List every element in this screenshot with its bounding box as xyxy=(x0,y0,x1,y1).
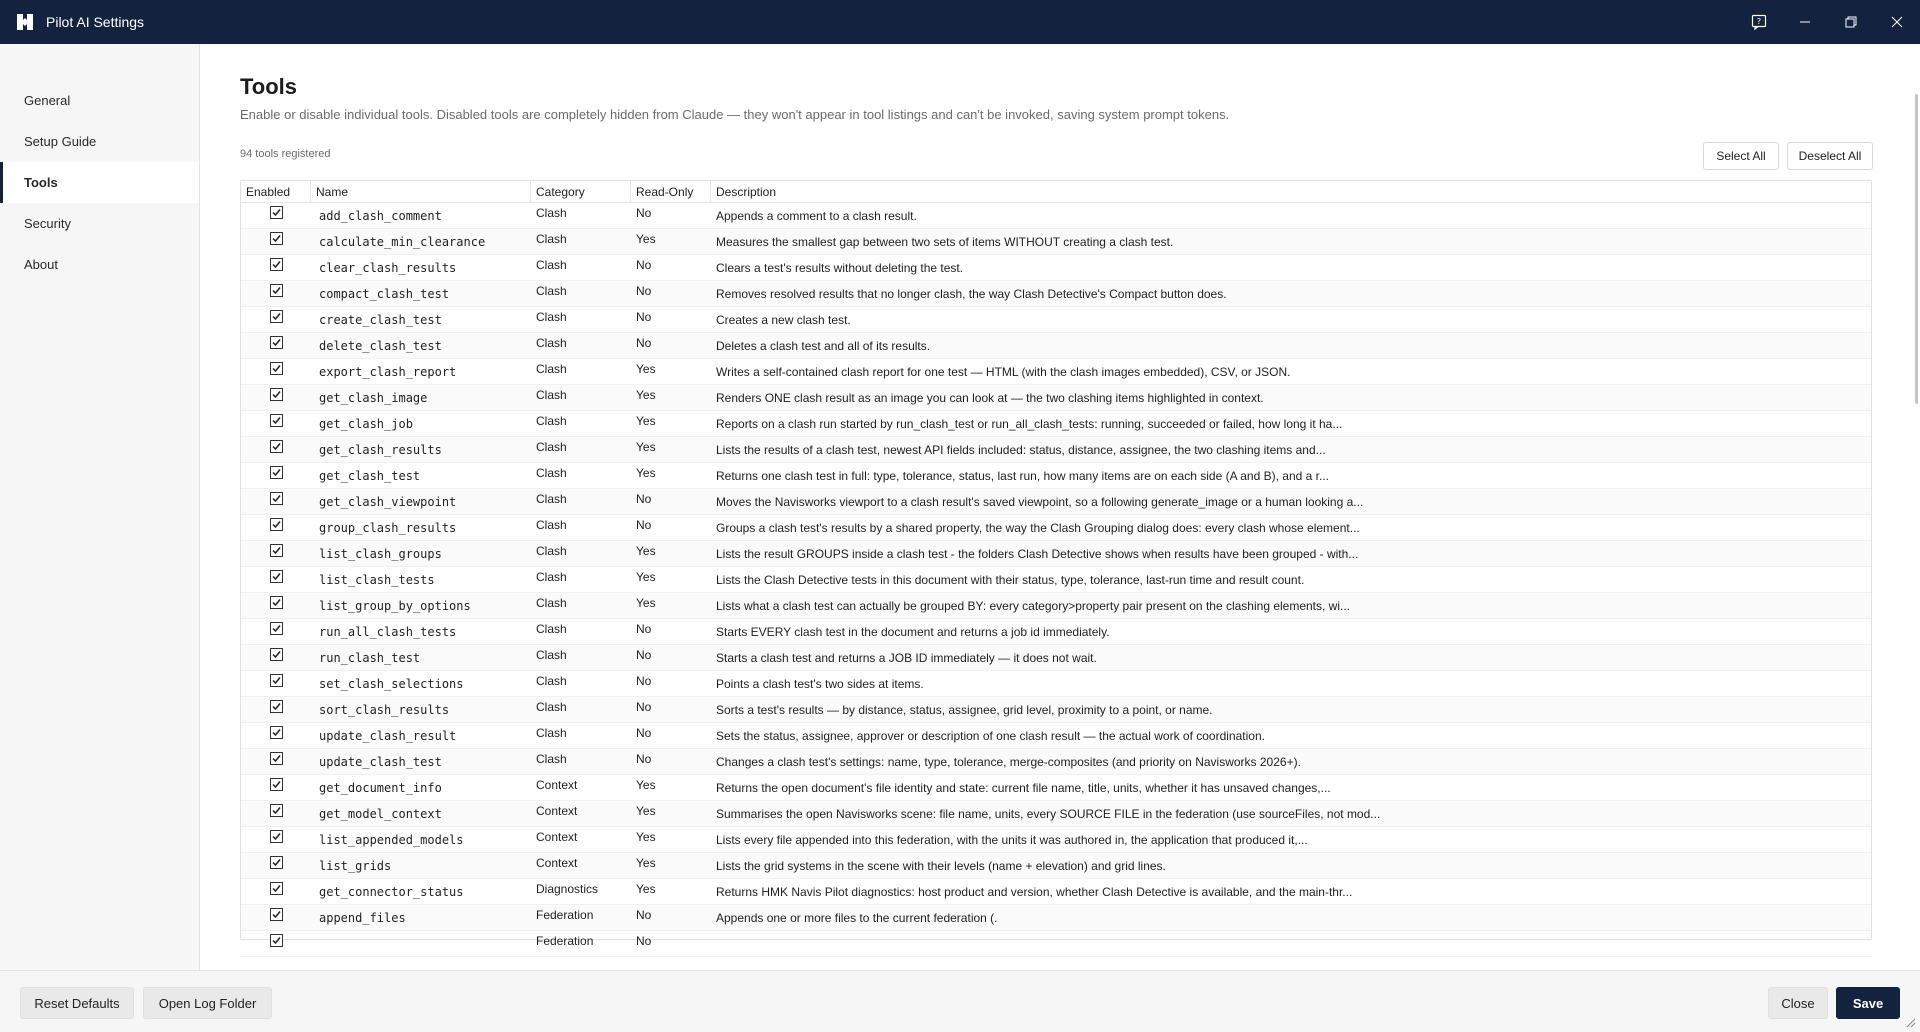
tool-description: Lists the results of a clash test, newest API fields included: status, distance, assignee, the two clashing items and... xyxy=(716,443,1326,457)
sidebar-item-label: General xyxy=(24,93,71,108)
tool-description: Starts EVERY clash test in the document and returns a job id immediately. xyxy=(716,625,1110,639)
tool-name: get_clash_viewpoint xyxy=(319,495,457,509)
tool-category: Clash xyxy=(536,310,567,324)
reset-defaults-button[interactable]: Reset Defaults xyxy=(20,987,134,1019)
tool-read-only: Yes xyxy=(636,466,656,480)
enabled-checkbox[interactable] xyxy=(270,388,283,401)
tool-name: get_clash_image xyxy=(319,391,428,405)
enabled-checkbox[interactable] xyxy=(270,648,283,661)
tool-category: Clash xyxy=(536,232,567,246)
table-row[interactable] xyxy=(241,229,1871,255)
tool-read-only: No xyxy=(636,336,652,350)
tool-description: Measures the smallest gap between two sets of items WITHOUT creating a clash test. xyxy=(716,235,1174,249)
tool-description: Writes a self-contained clash report for one test — HTML (with the clash images embedded), CSV, or JSON. xyxy=(716,365,1291,379)
tool-description xyxy=(711,931,1871,956)
tool-category: Clash xyxy=(536,674,567,688)
tool-read-only: Yes xyxy=(636,596,656,610)
tool-category: Federation xyxy=(536,908,594,922)
enabled-cell xyxy=(241,437,311,462)
tool-category: Clash xyxy=(536,440,567,454)
sidebar xyxy=(0,44,200,970)
tool-category: Context xyxy=(536,856,578,870)
table-row[interactable] xyxy=(241,463,1871,489)
enabled-checkbox[interactable] xyxy=(270,934,283,947)
tool-description: Appends one or more files to the current federation (. xyxy=(716,911,998,925)
select-all-button[interactable]: Select All xyxy=(1703,142,1779,170)
enabled-cell xyxy=(241,879,311,904)
tool-name: list_clash_tests xyxy=(319,573,435,587)
enabled-checkbox[interactable] xyxy=(270,700,283,713)
tool-name: get_document_info xyxy=(319,781,442,795)
tool-description: Returns one clash test in full: type, tolerance, status, last run, how many items are on each side (A and B), and a r... xyxy=(716,469,1329,483)
footer-bar xyxy=(0,970,1920,1032)
tool-read-only: No xyxy=(636,310,652,324)
scrollbar[interactable] xyxy=(1912,88,1920,1014)
enabled-cell xyxy=(241,853,311,878)
enabled-cell xyxy=(241,827,311,852)
enabled-checkbox[interactable] xyxy=(270,856,283,869)
tool-description: Lists the grid systems in the scene with their levels (name + elevation) and grid lines. xyxy=(716,859,1166,873)
tool-description: Lists the Clash Detective tests in this document with their status, type, tolerance, last-run time and result count. xyxy=(716,573,1305,587)
tool-read-only: No xyxy=(636,284,652,298)
enabled-cell xyxy=(241,463,311,488)
tool-read-only: Yes xyxy=(636,232,656,246)
table-row[interactable] xyxy=(241,411,1871,437)
tool-category: Context xyxy=(536,804,578,818)
enabled-checkbox[interactable] xyxy=(270,310,283,323)
save-button[interactable]: Save xyxy=(1836,987,1900,1019)
table-row[interactable] xyxy=(241,671,1871,697)
tool-description: Deletes a clash test and all of its results. xyxy=(716,339,931,353)
tool-read-only: No xyxy=(636,258,652,272)
enabled-checkbox[interactable] xyxy=(270,440,283,453)
sidebar-item-setup-guide[interactable] xyxy=(0,121,199,162)
enabled-checkbox[interactable] xyxy=(270,674,283,687)
enabled-checkbox[interactable] xyxy=(270,206,283,219)
feedback-icon[interactable] xyxy=(1736,0,1782,44)
table-row[interactable] xyxy=(241,723,1871,749)
tool-category: Federation xyxy=(536,934,594,948)
tool-description: Summarises the open Navisworks scene: file name, units, every SOURCE FILE in the federation (use sourceFiles, not mod... xyxy=(716,807,1381,821)
tool-name: set_clash_selections xyxy=(319,677,464,691)
enabled-cell xyxy=(241,359,311,384)
sidebar-item-about[interactable] xyxy=(0,244,199,285)
tools-count: 94 tools registered xyxy=(240,148,331,160)
enabled-cell xyxy=(241,567,311,592)
tool-read-only: Yes xyxy=(636,544,656,558)
table-row[interactable] xyxy=(241,697,1871,723)
tool-name xyxy=(311,931,531,956)
table-body xyxy=(241,203,1871,957)
tool-name: get_clash_results xyxy=(319,443,442,457)
column-header-category[interactable]: Category xyxy=(531,181,631,202)
scrollbar-thumb[interactable] xyxy=(1915,94,1918,404)
tool-description: Sorts a test's results — by distance, status, assignee, grid level, proximity to a point, or name. xyxy=(716,703,1213,717)
enabled-cell xyxy=(241,255,311,280)
sidebar-item-security[interactable] xyxy=(0,203,199,244)
table-row[interactable] xyxy=(241,619,1871,645)
table-row[interactable] xyxy=(241,931,1871,957)
tool-read-only: Yes xyxy=(636,388,656,402)
tool-description: Creates a new clash test. xyxy=(716,313,851,327)
tool-name: get_clash_test xyxy=(319,469,421,483)
tool-description: Returns HMK Navis Pilot diagnostics: host product and version, whether Clash Detective is available, and the main-thr... xyxy=(716,885,1353,899)
sidebar-item-label: Security xyxy=(24,216,71,231)
tool-category: Clash xyxy=(536,544,567,558)
enabled-checkbox[interactable] xyxy=(270,882,283,895)
enabled-cell xyxy=(241,697,311,722)
tool-read-only: No xyxy=(636,726,652,740)
tool-read-only: Yes xyxy=(636,570,656,584)
enabled-checkbox[interactable] xyxy=(270,908,283,921)
enabled-checkbox[interactable] xyxy=(270,336,283,349)
enabled-cell xyxy=(241,905,311,930)
tool-description: Starts a clash test and returns a JOB ID immediately — it does not wait. xyxy=(716,651,1097,665)
tool-description: Reports on a clash run started by run_clash_test or run_all_clash_tests: running, succeeded or failed, how long it ha... xyxy=(716,417,1343,431)
table-row[interactable] xyxy=(241,593,1871,619)
svg-text:?: ? xyxy=(1756,17,1762,26)
enabled-cell xyxy=(241,645,311,670)
table-row[interactable] xyxy=(241,801,1871,827)
enabled-checkbox[interactable] xyxy=(270,258,283,271)
tool-description: Returns the open document's file identity and state: current file name, title, units, whether it has unsaved changes,... xyxy=(716,781,1331,795)
tool-name: get_clash_job xyxy=(319,417,413,431)
tool-description: Appends a comment to a clash result. xyxy=(716,209,917,223)
enabled-checkbox[interactable] xyxy=(270,518,283,531)
tool-name: create_clash_test xyxy=(319,313,442,327)
enabled-checkbox[interactable] xyxy=(270,492,283,505)
tool-category: Clash xyxy=(536,388,567,402)
enabled-cell xyxy=(241,671,311,696)
tool-category: Clash xyxy=(536,336,567,350)
enabled-checkbox[interactable] xyxy=(270,622,283,635)
table-row[interactable] xyxy=(241,385,1871,411)
tool-category: Clash xyxy=(536,466,567,480)
tool-category: Context xyxy=(536,830,578,844)
column-header-read-only[interactable]: Read-Only xyxy=(631,181,711,202)
table-row[interactable] xyxy=(241,307,1871,333)
tool-category: Clash xyxy=(536,362,567,376)
enabled-checkbox[interactable] xyxy=(270,414,283,427)
tool-category: Clash xyxy=(536,700,567,714)
tool-description: Lists the result GROUPS inside a clash test - the folders Clash Detective shows when results have been grouped - with... xyxy=(716,547,1359,561)
table-row[interactable] xyxy=(241,489,1871,515)
tool-category: Clash xyxy=(536,258,567,272)
tool-description: Changes a clash test's settings: name, type, tolerance, merge-composites (and priority on Navisworks 2026+). xyxy=(716,755,1301,769)
table-row[interactable] xyxy=(241,541,1871,567)
table-row[interactable] xyxy=(241,749,1871,775)
enabled-cell xyxy=(241,203,311,228)
tool-read-only: Yes xyxy=(636,440,656,454)
enabled-cell xyxy=(241,541,311,566)
table-row[interactable] xyxy=(241,905,1871,931)
tool-read-only: Yes xyxy=(636,362,656,376)
tool-name: append_files xyxy=(319,911,406,925)
tool-name: list_grids xyxy=(319,859,392,873)
tool-name: calculate_min_clearance xyxy=(319,235,486,249)
sidebar-item-tools[interactable] xyxy=(0,162,199,203)
open-log-folder-button[interactable]: Open Log Folder xyxy=(143,987,272,1019)
tool-read-only: No xyxy=(636,492,652,506)
tool-name: get_model_context xyxy=(319,807,442,821)
title-bar xyxy=(0,0,1920,44)
enabled-cell xyxy=(241,515,311,540)
tool-read-only: No xyxy=(636,648,652,662)
table-row[interactable] xyxy=(241,853,1871,879)
tool-description: Lists every file appended into this federation, with the units it was authored in, the application that produced it,... xyxy=(716,833,1308,847)
page-description: Enable or disable individual tools. Disabled tools are completely hidden from Claude — they won't appear in tool listings and can't be invoked, saving system prompt tokens. xyxy=(240,107,1230,122)
tools-table xyxy=(240,180,1872,948)
tool-name: clear_clash_results xyxy=(319,261,457,275)
enabled-cell xyxy=(241,775,311,800)
enabled-checkbox[interactable] xyxy=(270,726,283,739)
table-row[interactable] xyxy=(241,567,1871,593)
enabled-cell xyxy=(241,411,311,436)
table-row[interactable] xyxy=(241,775,1871,801)
enabled-checkbox[interactable] xyxy=(270,778,283,791)
table-row[interactable] xyxy=(241,515,1871,541)
column-header-name[interactable]: Name xyxy=(311,181,531,202)
table-row[interactable] xyxy=(241,359,1871,385)
tool-description: Moves the Navisworks viewport to a clash result's saved viewpoint, so a following generate_image or a human looking a... xyxy=(716,495,1364,509)
tool-read-only: No xyxy=(636,752,652,766)
tool-category: Clash xyxy=(536,518,567,532)
sidebar-item-label: Setup Guide xyxy=(24,134,97,149)
tool-category: Clash xyxy=(536,596,567,610)
table-row[interactable] xyxy=(241,827,1871,853)
enabled-checkbox[interactable] xyxy=(270,466,283,479)
enabled-checkbox[interactable] xyxy=(270,596,283,609)
tool-read-only: No xyxy=(636,674,652,688)
tool-category: Clash xyxy=(536,206,567,220)
tool-read-only: Yes xyxy=(636,804,656,818)
sidebar-item-label: About xyxy=(24,257,58,272)
enabled-cell xyxy=(241,333,311,358)
tool-name: get_connector_status xyxy=(319,885,464,899)
resize-grip-icon[interactable] xyxy=(1904,1016,1916,1028)
table-row[interactable] xyxy=(241,333,1871,359)
column-header-description[interactable]: Description xyxy=(716,184,777,199)
tool-category: Clash xyxy=(536,752,567,766)
tool-description: Groups a clash test's results by a shared property, the way the Clash Grouping dialog does: every clash whose element... xyxy=(716,521,1360,535)
tool-name: add_clash_comment xyxy=(319,209,442,223)
table-row[interactable] xyxy=(241,203,1871,229)
table-row[interactable] xyxy=(241,437,1871,463)
tool-description: Removes resolved results that no longer clash, the way Clash Detective's Compact button does. xyxy=(716,287,1227,301)
tool-name: list_group_by_options xyxy=(319,599,471,613)
tool-category: Clash xyxy=(536,492,567,506)
tool-category: Clash xyxy=(536,726,567,740)
tool-category: Clash xyxy=(536,284,567,298)
tool-read-only: No xyxy=(636,518,652,532)
tool-category: Clash xyxy=(536,648,567,662)
enabled-checkbox[interactable] xyxy=(270,752,283,765)
tool-read-only: Yes xyxy=(636,830,656,844)
tool-read-only: Yes xyxy=(636,778,656,792)
enabled-cell xyxy=(241,229,311,254)
tool-description: Renders ONE clash result as an image you can look at — the two clashing items highlighted in context. xyxy=(716,391,1264,405)
tool-read-only: No xyxy=(636,622,652,636)
enabled-checkbox[interactable] xyxy=(270,830,283,843)
enabled-cell xyxy=(241,619,311,644)
enabled-checkbox[interactable] xyxy=(270,544,283,557)
sidebar-item-label: Tools xyxy=(24,175,58,190)
sidebar-item-general[interactable] xyxy=(0,80,199,121)
tool-name: compact_clash_test xyxy=(319,287,450,301)
tool-name: run_clash_test xyxy=(319,651,421,665)
enabled-cell xyxy=(241,281,311,306)
tool-category: Clash xyxy=(536,414,567,428)
enabled-checkbox[interactable] xyxy=(270,804,283,817)
tool-name: group_clash_results xyxy=(319,521,457,535)
enabled-cell xyxy=(241,723,311,748)
tool-category: Diagnostics xyxy=(536,882,599,896)
tool-read-only: No xyxy=(636,206,652,220)
enabled-checkbox[interactable] xyxy=(270,570,283,583)
tool-read-only: No xyxy=(636,908,652,922)
window-title: Pilot AI Settings xyxy=(46,14,145,30)
tool-read-only: Yes xyxy=(636,856,656,870)
table-row[interactable] xyxy=(241,255,1871,281)
tool-name: export_clash_report xyxy=(319,365,457,379)
enabled-checkbox[interactable] xyxy=(270,232,283,245)
restore-button[interactable] xyxy=(1828,0,1874,44)
tool-name: run_all_clash_tests xyxy=(319,625,457,639)
enabled-checkbox[interactable] xyxy=(270,362,283,375)
enabled-cell xyxy=(241,593,311,618)
enabled-checkbox[interactable] xyxy=(270,284,283,297)
column-header-enabled[interactable]: Enabled xyxy=(241,181,311,202)
tool-read-only: No xyxy=(636,934,652,948)
main-panel xyxy=(200,44,1920,970)
tool-name: delete_clash_test xyxy=(319,339,442,353)
tool-name: update_clash_result xyxy=(319,729,457,743)
enabled-cell xyxy=(241,801,311,826)
tool-description: Sets the status, assignee, approver or description of one clash result — the actual work of coordination. xyxy=(716,729,1265,743)
tool-description: Clears a test's results without deleting the test. xyxy=(716,261,964,275)
enabled-cell xyxy=(241,489,311,514)
close-window-button[interactable] xyxy=(1874,0,1920,44)
tool-description: Points a clash test's two sides at items. xyxy=(716,677,924,691)
enabled-cell xyxy=(241,931,311,956)
minimize-button[interactable] xyxy=(1782,0,1828,44)
deselect-all-button[interactable]: Deselect All xyxy=(1787,142,1873,170)
tool-category: Clash xyxy=(536,622,567,636)
tool-name: update_clash_test xyxy=(319,755,442,769)
enabled-cell xyxy=(241,749,311,774)
table-row[interactable] xyxy=(241,645,1871,671)
close-button[interactable]: Close xyxy=(1768,987,1828,1019)
table-header xyxy=(241,181,1871,203)
tool-read-only: Yes xyxy=(636,882,656,896)
enabled-cell xyxy=(241,385,311,410)
pilot-logo-icon xyxy=(14,11,36,33)
table-row[interactable] xyxy=(241,281,1871,307)
tool-name: sort_clash_results xyxy=(319,703,450,717)
tool-category: Clash xyxy=(536,570,567,584)
table-row[interactable] xyxy=(241,879,1871,905)
tool-name: list_clash_groups xyxy=(319,547,442,561)
tool-description: Lists what a clash test can actually be grouped BY: every category>property pair present on the clashing elements, wi... xyxy=(716,599,1351,613)
tool-read-only: No xyxy=(636,700,652,714)
page-title: Tools xyxy=(240,74,298,99)
tool-name: list_appended_models xyxy=(319,833,464,847)
tool-category: Context xyxy=(536,778,578,792)
tool-read-only: Yes xyxy=(636,414,656,428)
enabled-cell xyxy=(241,307,311,332)
